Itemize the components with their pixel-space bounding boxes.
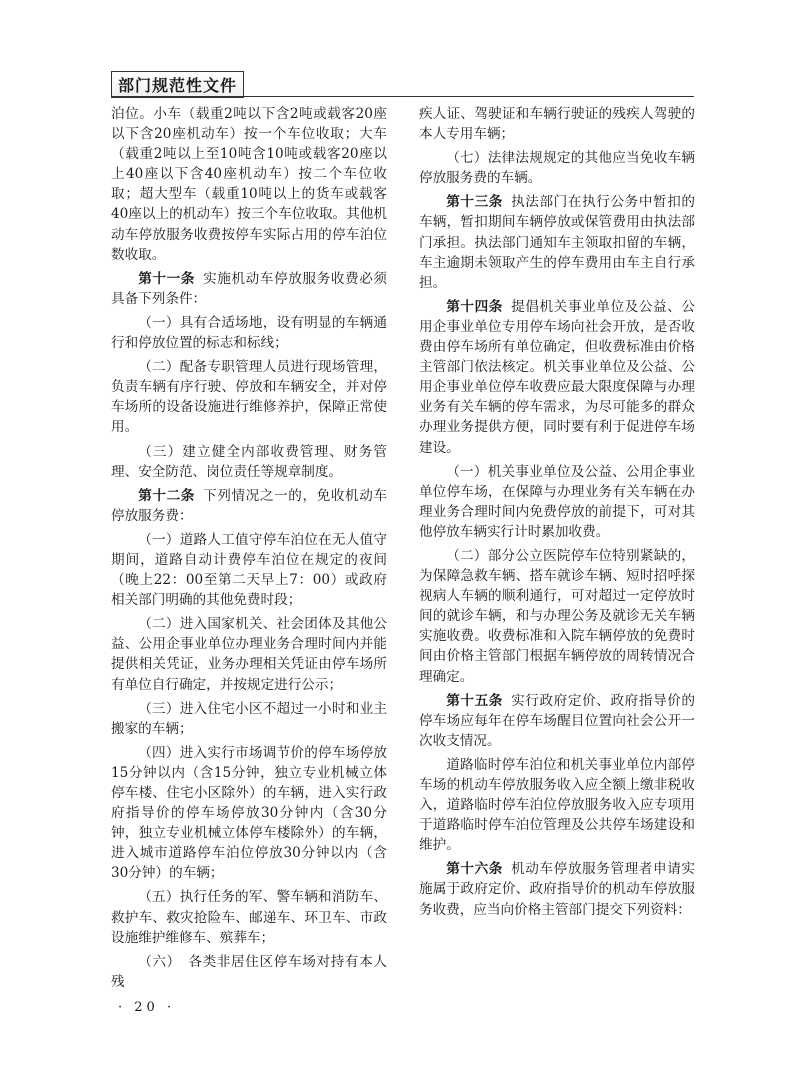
header-divider: [111, 96, 694, 97]
paragraph-text: 下列情况之一的，免收机动车停放服务费：: [111, 487, 387, 524]
paragraph-text: （二）进入国家机关、社会团体及其他公益、公用企事业单位办理业务合理时间内并能提供相关凭证，业务办理相关凭证由停车场所有单位自行确定，并按规定进行公示；: [111, 616, 387, 693]
paragraph-text: 泊位。小车（载重2吨以下含2吨或载客20座以下含20座机动车）按一个车位收取；大车（载重2吨以上至10吨含10吨或载客20座以上40座以下含40座机动车）按二个车位收取；超大型车（载重10吨以上的货车或载客40座以上的机动车）按三个车位收取。其他机动车停放服务收费按停车实际占用的停车泊位数收取。: [111, 106, 387, 263]
paragraph-text: （二）配备专职管理人员进行现场管理，负责车辆有序行驶、停放和车辆安全，并对停车场所的设备设施进行维修养护，保障正常使用。: [111, 359, 387, 436]
paragraph-text: （一）机关事业单位及公益、公用企事业单位停车场，在保障与办理业务有关车辆在办理业务合理时间内免费停放的前提下，可对其他停放车辆实行计时累加收费。: [419, 463, 695, 540]
paragraph: [419, 148, 695, 188]
paragraph: [111, 530, 387, 610]
paragraph: [419, 462, 695, 542]
article-number: 第十五条: [446, 692, 503, 709]
paragraph: [111, 357, 387, 437]
article-number: 第十六条: [446, 861, 503, 878]
paragraph-text: 实施机动车停放服务收费必须具备下列条件：: [111, 270, 387, 307]
paragraph-text: （三）建立健全内部收费管理、财务管理、安全防范、岗位责任等规章制度。: [111, 443, 387, 480]
paragraph-text: （六） 各类非居住区停车场对持有本人残: [111, 953, 387, 990]
paragraph-text: （四）进入实行市场调节价的停车场停放15分钟以内（含15分钟，独立专业机械立体停车楼、住宅小区除外）的车辆，进入实行政府指导价的停车场停放30分钟内（含30分钟，独立专业机械立体停车楼除外）的车辆，进入城市道路停车泊位停放30分钟以内（含30分钟）的车辆；: [111, 744, 387, 882]
paragraph-text: 疾人证、驾驶证和车辆行驶证的残疾人驾驶的本人专用车辆；: [419, 106, 695, 143]
paragraph: [111, 104, 387, 265]
left-column: [111, 104, 387, 996]
paragraph: [111, 442, 387, 482]
article-number: 第十一条: [138, 270, 195, 287]
paragraph: [111, 486, 387, 526]
paragraph-text: 提倡机关事业单位及公益、公用企事业单位专用停车场向社会开放，是否收费由停车场所有单位确定，但收费标准由价格主管部门依法核定。机关事业单位及公益、公用企事业单位停车收费应最大限度保障与办理业务有关车辆的停车需求，为尽可能多的群众办理业务提供方便，同时要有利于促进停车场建设。: [419, 298, 695, 456]
paragraph-text: 机动车停放服务管理者申请实施属于政府定价、政府指导价的机动车停放服务收费，应当向价格主管部门提交下列资料：: [419, 861, 695, 918]
section-header-label: 部门规范性文件: [111, 71, 244, 98]
article-number: 第十二条: [138, 487, 195, 504]
paragraph-text: 实行政府定价、政府指导价的停车场应每年在停车场醒目位置向社会公开一次收支情况。: [419, 692, 695, 749]
paragraph-text: （二）部分公立医院停车位特别紧缺的，为保障急救车辆、搭车就诊车辆、短时招呼探视病人车辆的顺利通行，可对超过一定停放时间的就诊车辆，和与办理公务及就诊无关车辆实施收费。收费标准和入院车辆停放的免费时间由价格主管部门根据车辆停放的周转情况合理确定。: [419, 547, 695, 685]
paragraph: [111, 313, 387, 353]
article-number: 第十三条: [446, 194, 503, 211]
paragraph: [419, 546, 695, 687]
paragraph-text: 道路临时停车泊位和机关事业单位内部停车场的机动车停放服务收入应全额上缴非税收入，道路临时停车泊位停放服务收入应专项用于道路临时停车泊位管理及公共停车场建设和维护。: [419, 756, 695, 854]
paragraph: [419, 192, 695, 292]
paragraph-text: （一）道路人工值守停车泊位在无人值守期间，道路自动计费停车泊位在规定的夜间（晚上22：00至第二天早上7：00）或政府相关部门明确的其他免费时段；: [111, 531, 387, 609]
paragraph: [419, 691, 695, 751]
paragraph: [419, 859, 695, 919]
paragraph: [111, 614, 387, 694]
paragraph: [111, 269, 387, 309]
paragraph: [111, 952, 387, 992]
paragraph: [419, 104, 695, 144]
paragraph-text: （一）具有合适场地，设有明显的车辆通行和停放位置的标志和标线；: [111, 314, 387, 352]
paragraph: [111, 887, 387, 947]
paragraph-text: （五）执行任务的军、警车辆和消防车、救护车、救灾抢险车、邮递车、环卫车、市政设施维护维修车、殡葬车；: [111, 889, 387, 946]
paragraph-text: （三）进入住宅小区不超过一小时和业主搬家的车辆；: [111, 700, 387, 737]
article-number: 第十四条: [446, 298, 503, 315]
paragraph: [111, 699, 387, 739]
paragraph-text: （七）法律法规规定的其他应当免收车辆停放服务费的车辆。: [419, 150, 695, 187]
paragraph: [111, 743, 387, 884]
page-number: · 20 ·: [118, 1000, 176, 1015]
paragraph: [419, 755, 695, 855]
paragraph: [419, 297, 695, 458]
paragraph-text: 执法部门在执行公务中暂扣的车辆，暂扣期间车辆停放或保管费用由执法部门承担。执法部门通知车主领取扣留的车辆，车主逾期未领取产生的停车费用由车主自行承担。: [419, 194, 695, 291]
right-column: [419, 104, 695, 924]
